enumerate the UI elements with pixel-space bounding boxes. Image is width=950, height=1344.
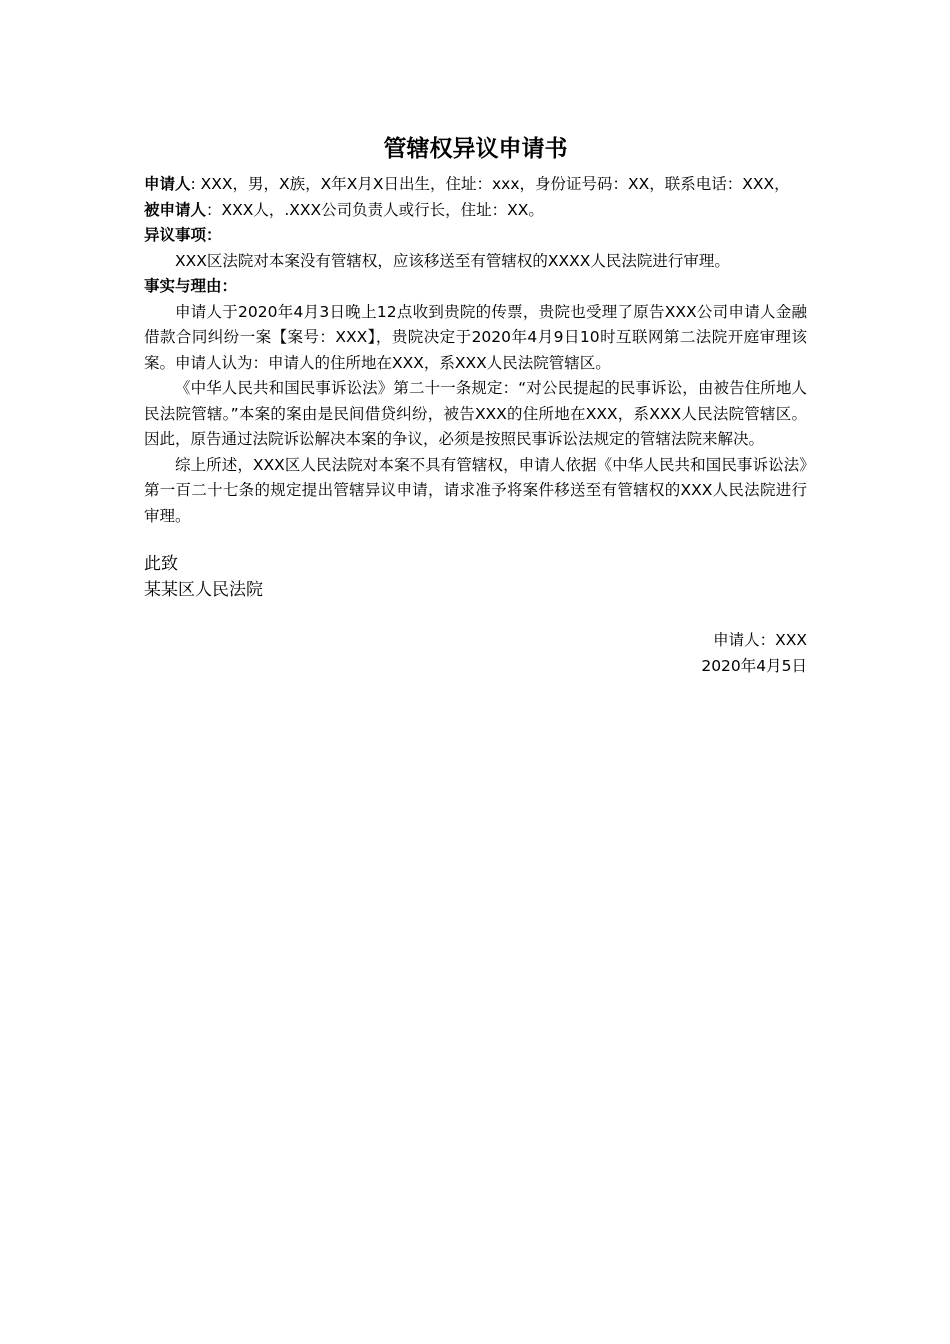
facts-paragraph: 综上所述，XXX区人民法院对本案不具有管辖权，申请人依据《中华人民共和国民事诉讼法》第一百二十七条的规定提出管辖异议申请，请求准予将案件移送至有管辖权的XXX人民法院进行审理。	[144, 455, 807, 525]
respondent-info: ：XXX人，.XXX公司负责人或行长，住址：XX。	[206, 200, 544, 219]
signature-name: 申请人：XXX	[713, 631, 807, 649]
facts-heading: 事实与理由：	[144, 277, 238, 295]
document-page	[144, 132, 807, 679]
applicant-label: 申请人	[144, 175, 191, 193]
closing-salutation: 此致	[144, 554, 178, 574]
facts-paragraph: 《中华人民共和国民事诉讼法》第二十一条规定：“对公民提起的民事诉讼，由被告住所地人民法院管辖。”本案的案由是民间借贷纠纷，被告XXX的住所地在XXX，系XXX人民法院管辖区。因此，原告通过法院诉讼解决本案的争议，必须是按照民事诉讼法规定的管辖法院来解决。	[144, 379, 807, 448]
facts-paragraph: 申请人于2020年4月3日晚上12点收到贵院的传票，贵院也受理了原告XXX公司申请人金融借款合同纠纷一案【案号：XXX】，贵院决定于2020年4月9日10时互联网第二法院开庭审理该案。申请人认为：申请人的住所地在XXX，系XXX人民法院管辖区。	[144, 302, 807, 372]
spacer	[144, 603, 807, 627]
document-title: 管辖权异议申请书	[383, 136, 568, 162]
respondent-label: 被申请人	[144, 200, 207, 219]
closing-court: 某某区人民法院	[144, 580, 263, 600]
respondent-line	[144, 198, 807, 224]
signature-date: 2020年4月5日	[701, 657, 807, 675]
applicant-info: : XXX，男，X族，X年X月X日出生，住址：xxx，身份证号码：XX，联系电话：XXX，	[190, 175, 790, 193]
objection-text: XXX区法院对本案没有管辖权，应该移送至有管辖权的XXXX人民法院进行审理。	[175, 251, 730, 270]
objection-heading: 异议事项：	[144, 226, 222, 244]
applicant-line	[144, 172, 807, 198]
spacer	[144, 529, 807, 551]
